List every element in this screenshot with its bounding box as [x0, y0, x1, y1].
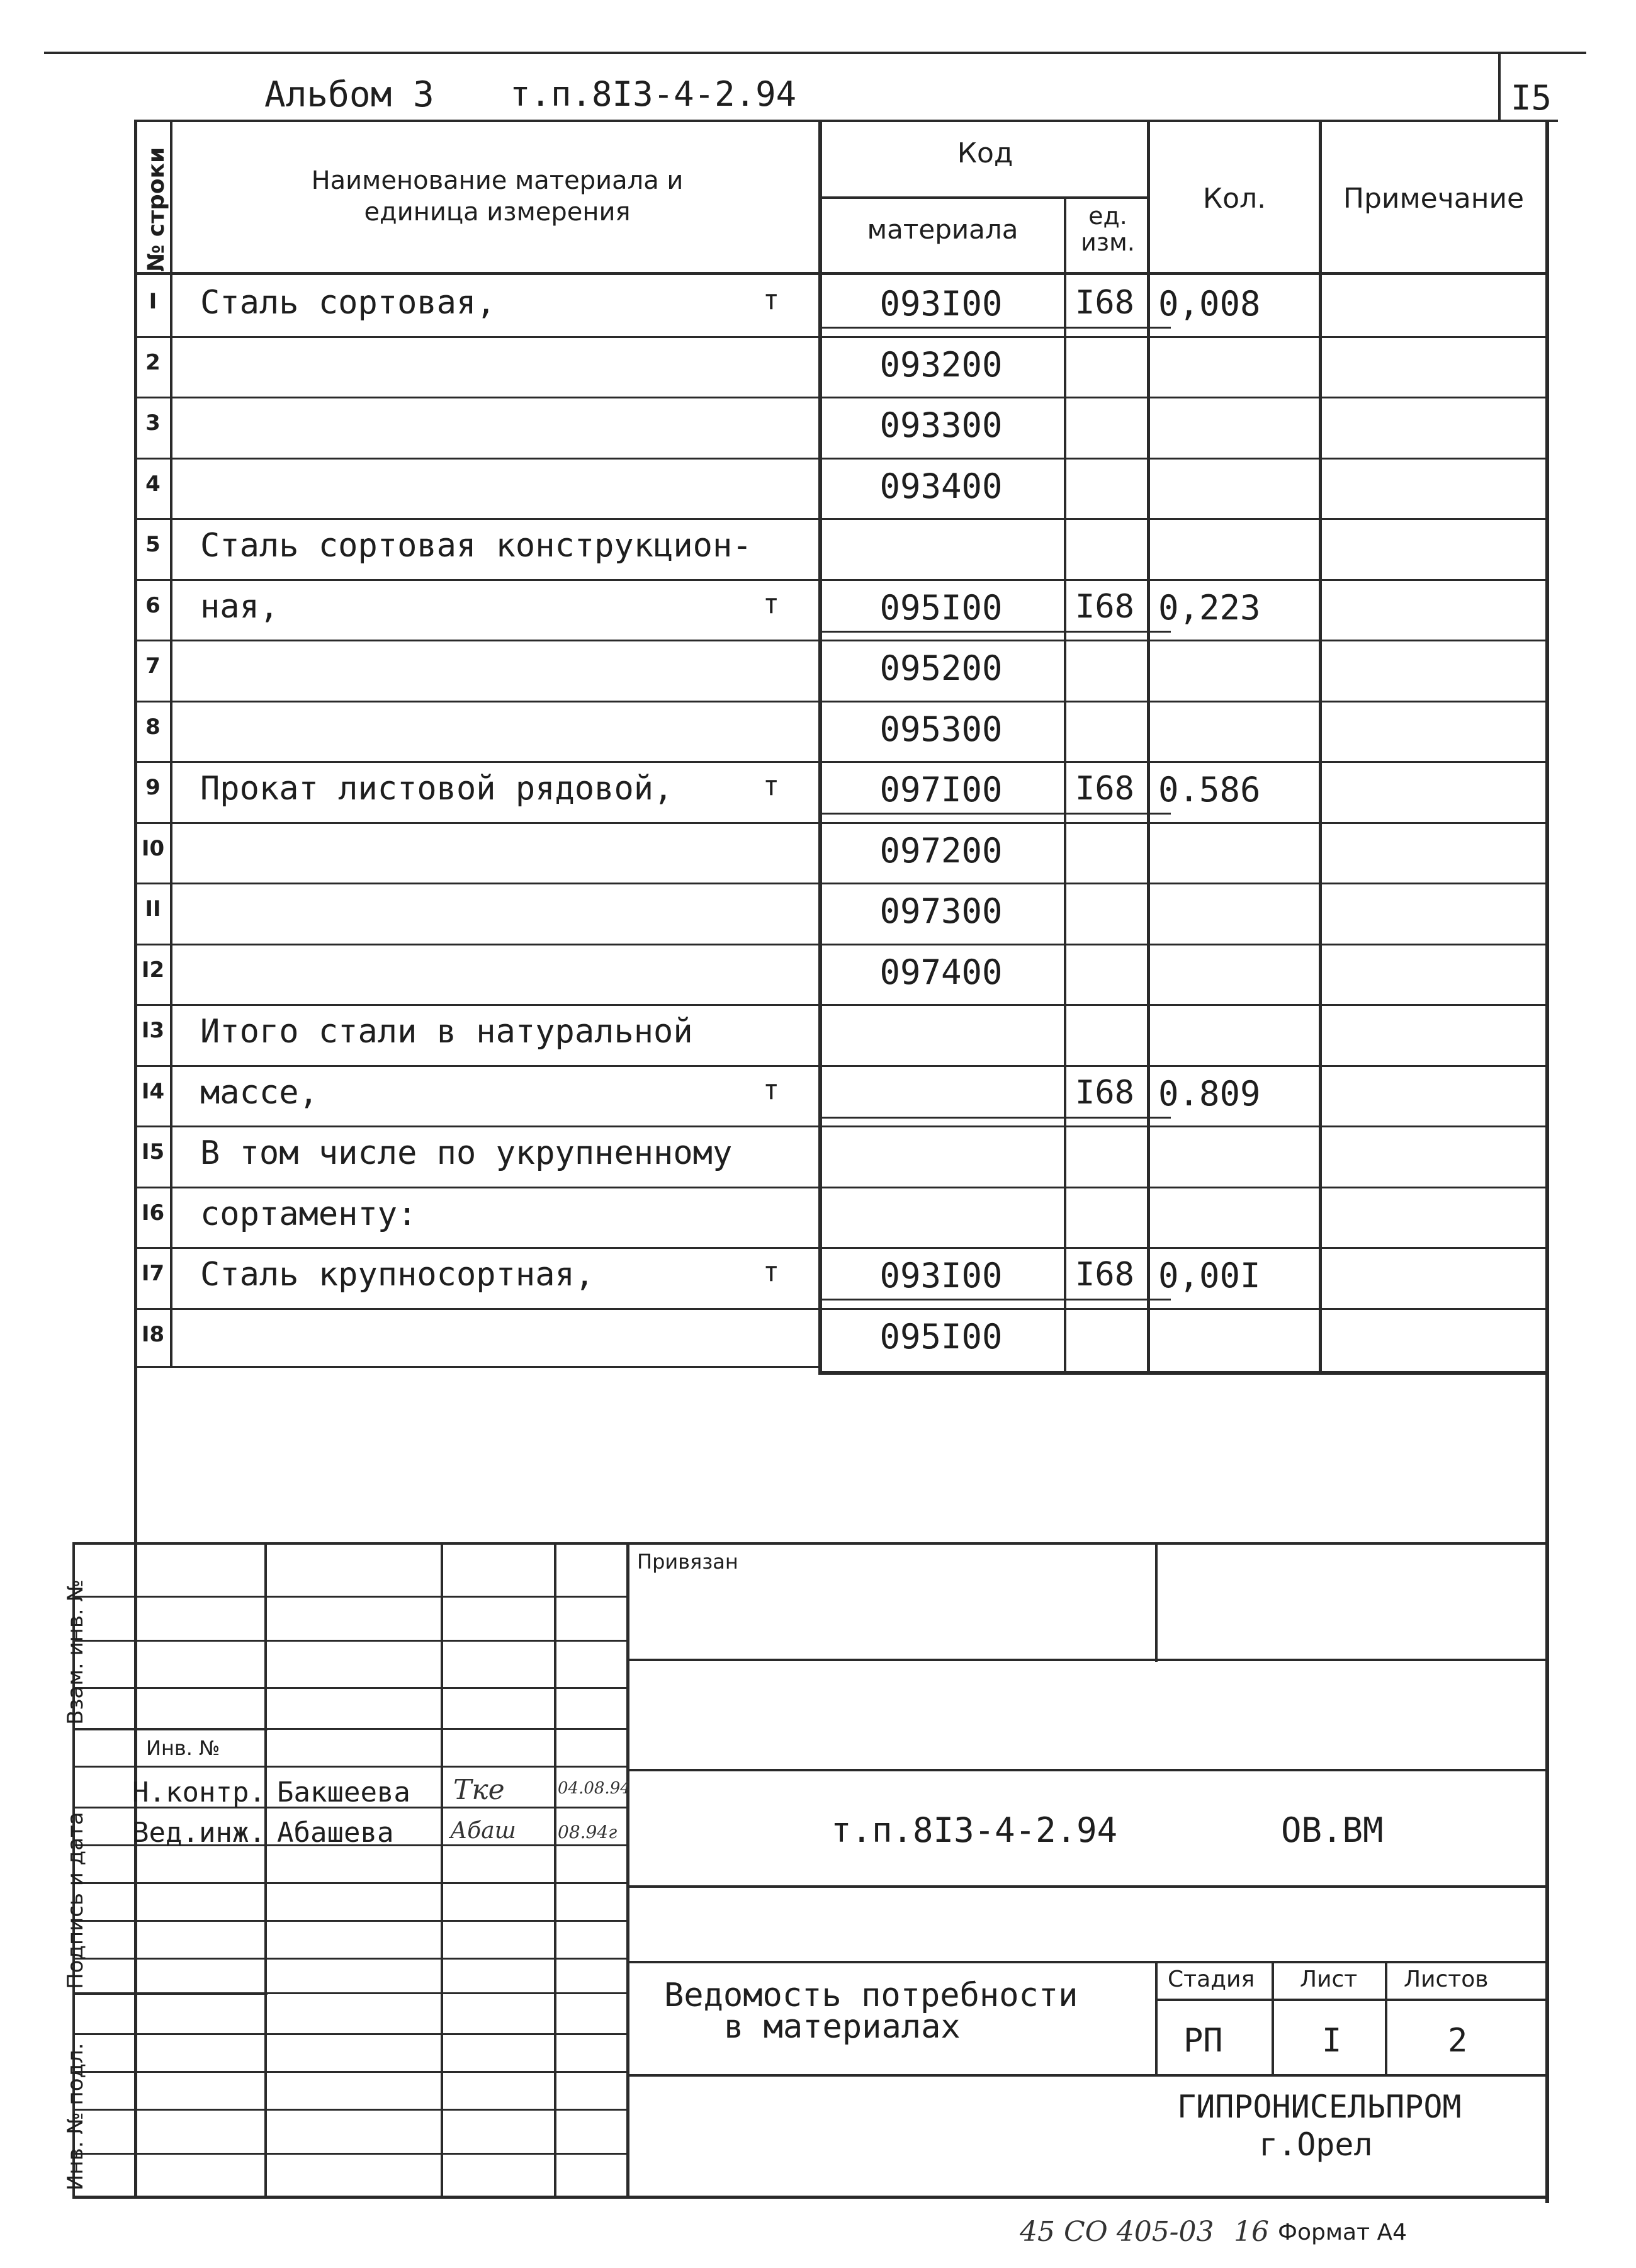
row-divider	[135, 1247, 1549, 1249]
row-number: I7	[141, 1261, 165, 1286]
row-number: I6	[141, 1200, 165, 1226]
material-code: 095I00	[879, 588, 1003, 628]
footer-number: 16	[1234, 2216, 1269, 2248]
title-line-1: Ведомость потребности	[664, 1977, 1078, 2014]
row-number-header: № строки	[144, 147, 169, 272]
role-ved-inzh: Вед.инж.	[132, 1817, 266, 1849]
material-name: Сталь сортовая конструкцион-	[200, 527, 752, 565]
format-label: Формат А4	[1278, 2220, 1408, 2245]
code-header: Код	[957, 137, 1013, 169]
material-code: 093400	[879, 466, 1003, 506]
stage-col-1	[1155, 1961, 1158, 2074]
row-divider	[135, 397, 1549, 398]
quantity: 0.586	[1158, 770, 1261, 810]
row-number: 8	[145, 714, 161, 740]
row-number: 9	[145, 775, 161, 800]
album-label: Альбом 3	[264, 74, 434, 115]
row-divider	[135, 761, 1549, 763]
row-number: II	[145, 896, 161, 922]
material-name: массе,	[200, 1074, 319, 1112]
row-number: I	[149, 289, 157, 314]
stage-label: Стадия	[1168, 1966, 1255, 1992]
top-border	[44, 52, 1586, 54]
stamp-row-line	[72, 1766, 629, 1768]
row-divider	[135, 701, 1549, 702]
stamp-row-line	[72, 1882, 629, 1884]
stamp-row-line	[72, 2109, 629, 2111]
row-number: 2	[145, 350, 161, 375]
stamp-row-line	[72, 2033, 629, 2035]
unit-code: I68	[1075, 1256, 1134, 1294]
code-subheader-line	[818, 196, 1149, 199]
stamp-row-line	[72, 1958, 629, 1960]
row-divider	[135, 518, 1549, 520]
stamp-h-5	[626, 2074, 1549, 2077]
org-name: ГИПРОНИСЕЛЬПРОМ	[1177, 2089, 1462, 2125]
unit-mark: т	[762, 284, 780, 316]
material-code: 097I00	[879, 770, 1003, 810]
material-code: 097300	[879, 891, 1003, 931]
privyazan-label: Привязан	[637, 1550, 738, 1574]
note-header: Примечание	[1343, 183, 1525, 215]
stamp-h-4	[626, 1961, 1549, 1963]
sheets-value: 2	[1448, 2022, 1468, 2060]
name-baksheeva: Бакшеева	[277, 1776, 410, 1808]
material-name: сортаменту:	[200, 1195, 417, 1233]
org-city: г.Орел	[1259, 2126, 1373, 2163]
material-code: 095300	[879, 709, 1003, 749]
role-n-kontr: Н.контр.	[132, 1776, 266, 1808]
quantity-underline	[818, 1117, 1171, 1119]
row-number: I4	[141, 1079, 165, 1104]
name-header-text: Наименование материала и единица измерения	[311, 166, 684, 227]
material-name: Сталь крупносортная,	[200, 1256, 595, 1294]
row-number: 4	[145, 471, 161, 497]
row-divider	[135, 822, 1549, 824]
stamp-row-line	[72, 2153, 629, 2155]
quantity-underline	[818, 1299, 1171, 1300]
row-divider	[135, 883, 1549, 884]
sheets-label: Листов	[1404, 1966, 1489, 1992]
stage-h	[1155, 1999, 1549, 2001]
unit-header: ед. изм.	[1081, 202, 1135, 256]
row-divider	[135, 1126, 1549, 1127]
row-divider	[135, 1004, 1549, 1006]
privyazan-divider	[1155, 1542, 1158, 1662]
side-inv-label: Инв. № подл.	[63, 2043, 88, 2191]
col-line-qty	[1147, 120, 1150, 1374]
project-code: т.п.8I3-4-2.94	[510, 74, 797, 114]
material-code: 095200	[879, 648, 1003, 688]
name-header	[189, 165, 806, 228]
stamp-row-line	[72, 2071, 629, 2073]
doc-mark: ОВ.ВМ	[1281, 1810, 1384, 1850]
signature-abasheva: Абаш	[450, 1818, 516, 1844]
material-name: Прокат листовой рядовой,	[200, 770, 674, 808]
unit-code: I68	[1075, 770, 1134, 808]
row-divider	[135, 458, 1549, 460]
stage-col-3	[1385, 1961, 1387, 2074]
unit-mark: т	[762, 588, 780, 620]
sheet-value: I	[1322, 2022, 1342, 2060]
material-code: 093I00	[879, 1256, 1003, 1295]
row-divider	[135, 944, 1549, 945]
quantity-underline	[818, 327, 1171, 329]
unit-mark: т	[762, 1074, 780, 1106]
page-number: I5	[1511, 78, 1552, 118]
stamp-row-line	[72, 1596, 629, 1598]
quantity-underline	[818, 813, 1171, 815]
row-number: I8	[141, 1322, 165, 1347]
material-code: 097200	[879, 831, 1003, 871]
stamp-row-line	[72, 1920, 629, 1922]
doc-code: т.п.8I3-4-2.94	[831, 1810, 1118, 1850]
col-line-code	[818, 120, 822, 1374]
stamp-row-line	[72, 1640, 629, 1642]
stamp-h-1	[626, 1659, 1549, 1661]
row-number: I2	[141, 957, 165, 983]
material-name: ная,	[200, 588, 279, 626]
stamp-h-3	[626, 1885, 1549, 1888]
material-code: 095I00	[879, 1317, 1003, 1357]
quantity: 0,008	[1158, 284, 1261, 324]
material-code: 093300	[879, 405, 1003, 445]
side-strip-sep-1	[72, 1728, 268, 1730]
unit-code: I68	[1075, 1074, 1134, 1112]
date-row2: 08.94г	[558, 1822, 618, 1842]
row-number: I0	[141, 836, 165, 861]
side-vzam-label: Взам. инв. №	[63, 1579, 88, 1725]
unit-code: I68	[1075, 284, 1134, 322]
row-number: 7	[145, 653, 161, 679]
stamp-h-2	[626, 1769, 1549, 1771]
row-number: 6	[145, 593, 161, 618]
material-code: 097400	[879, 952, 1003, 992]
row-number: 5	[145, 532, 161, 557]
material-name: Итого стали в натуральной	[200, 1013, 693, 1051]
material-code: 093200	[879, 345, 1003, 385]
col-line-rownum	[170, 120, 172, 1367]
stage-col-2	[1272, 1961, 1274, 2074]
quantity: 0,223	[1158, 588, 1261, 628]
header-bottom	[135, 272, 1549, 275]
unit-mark: т	[762, 770, 780, 802]
sheet-label: Лист	[1300, 1966, 1358, 1992]
name-abasheva: Абашева	[277, 1817, 394, 1849]
frame-bottom	[72, 2196, 1549, 2199]
inv-label: Инв. №	[146, 1736, 220, 1760]
row-divider	[135, 1308, 1549, 1310]
row-divider	[135, 336, 1549, 338]
title-border	[135, 120, 1558, 122]
handwritten-code: 45 СО 405-03	[1020, 2216, 1214, 2248]
bold-bottom	[818, 1371, 1549, 1375]
table-bottom	[135, 1366, 821, 1368]
row-number: I3	[141, 1018, 165, 1043]
material-code: 093I00	[879, 284, 1003, 324]
row-number: 3	[145, 410, 161, 436]
signature-baksheeva: Тке	[453, 1774, 505, 1806]
unit-code: I68	[1075, 588, 1134, 626]
unit-mark: т	[762, 1256, 780, 1288]
row-divider	[135, 1065, 1549, 1067]
title-line-2: в материалах	[724, 2008, 961, 2046]
row-divider	[135, 1187, 1549, 1188]
date-row1: 04.08.94	[558, 1779, 631, 1798]
side-podpis-label: Подпись и дата	[63, 1812, 88, 1989]
stage-value: РП	[1183, 2022, 1223, 2060]
stamp-row-line	[72, 1687, 629, 1689]
material-name: Сталь сортовая,	[200, 284, 496, 322]
row-number: I5	[141, 1139, 165, 1165]
row-divider	[135, 640, 1549, 641]
stamp-top	[72, 1542, 1549, 1545]
frame-right	[1545, 120, 1549, 2203]
quantity-underline	[818, 631, 1171, 633]
quantity: 0,00I	[1158, 1256, 1261, 1295]
row-divider	[135, 579, 1549, 581]
qty-header: Кол.	[1202, 183, 1266, 215]
side-strip-sep-2	[72, 1992, 268, 1995]
material-header: материала	[867, 214, 1018, 245]
page-number-divider	[1498, 52, 1501, 120]
quantity: 0.809	[1158, 1074, 1261, 1114]
material-name: В том числе по укрупненному	[200, 1134, 733, 1172]
